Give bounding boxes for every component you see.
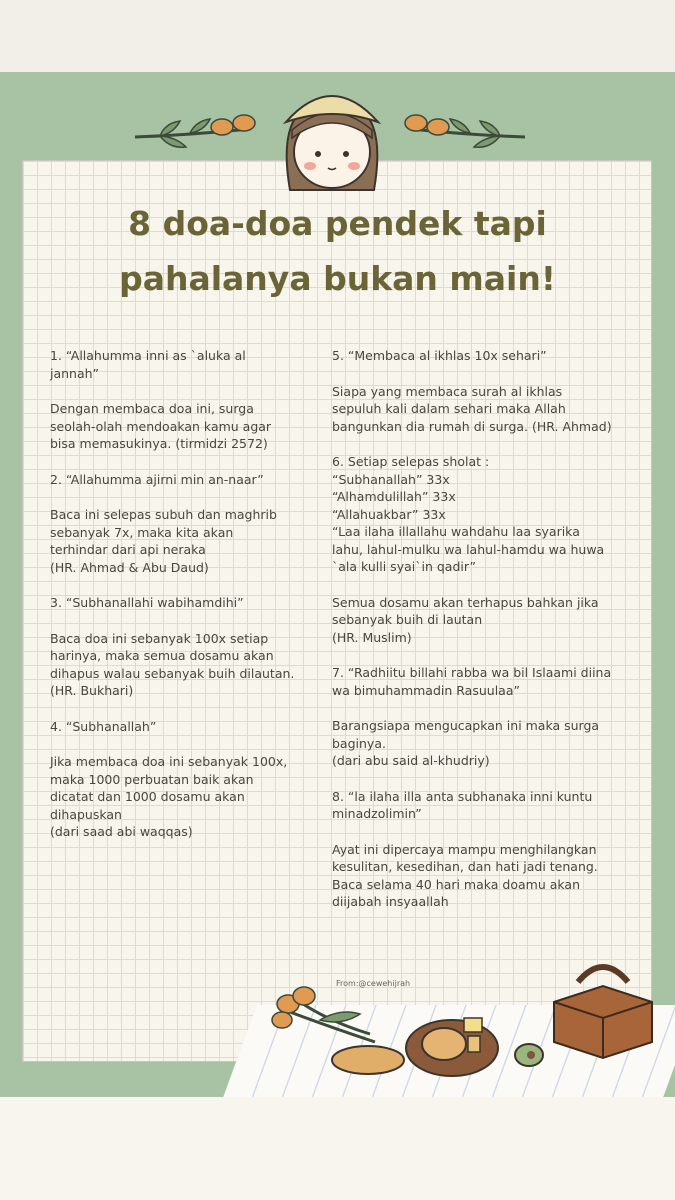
top-margin <box>0 0 675 72</box>
girl-avatar-icon <box>272 72 392 202</box>
doa-7-heading: 7. “Radhiitu billahi rabba wa bil Islaami diina wa bimuhammadin Rasuulaa” <box>332 665 612 698</box>
doa-5-heading: 5. “Membaca al ikhlas 10x sehari” <box>332 348 547 363</box>
title-line-2: pahalanya bukan main! <box>119 259 556 298</box>
doa-6-heading: 6. Setiap selepas sholat : “Subhanallah” 33x “Alhamdulillah” 33x “Allahuakbar” 33x “Laa ilaha illallahu wahdahu laa syarika lahu, lahul-mulku wa lahul-hamdu wa huwa `ala kulli syai`in qadir” <box>332 454 605 574</box>
credit-text: From:@cewehijrah <box>336 979 411 988</box>
doa-8-description: Ayat ini dipercaya mampu menghilangkan kesulitan, kesedihan, dan hati jadi tenang. Baca selama 40 hari maka doamu akan diijabah insyaallah <box>332 841 598 909</box>
doa-4-heading: 4. “Subhanallah” <box>50 718 157 734</box>
doa-6-description: Semua dosamu akan terhapus bahkan jika sebanyak buih di lautan (HR. Muslim) <box>332 594 599 645</box>
picnic-basket-icon <box>548 952 658 1062</box>
doa-7-description: Barangsiapa mengucapkan ini maka surga baginya. (dari abu said al-khudriy) <box>332 718 600 768</box>
doa-2-description: Baca ini selepas subuh dan maghrib sebanyak 7x, maka kita akan terhindar dari api neraka (HR. Ahmad & Abu Daud) <box>50 507 277 575</box>
bread-icon <box>328 1040 408 1080</box>
doa-4-description: Jika membaca doa ini sebanyak 100x, maka 1000 perbuatan baik akan dicatat dan 1000 dosamu akan dihapuskan (dari saad abi waqqas) <box>50 754 288 839</box>
doa-3-heading: 3. “Subhanallahi wabihamdihi” <box>50 595 244 610</box>
tulip-branch-right-icon <box>400 105 530 155</box>
right-column <box>332 347 622 929</box>
left-column <box>50 347 322 859</box>
doa-5-description: Siapa yang membaca surah al ikhlas sepuluh kali dalam sehari maka Allah bangunkan dia rumah di surga. (HR. Ahmad) <box>332 383 612 434</box>
tulip-branch-left-icon <box>130 105 260 155</box>
avocado-icon <box>512 1040 546 1070</box>
doa-8-heading: 8. “la ilaha illa anta subhanaka inni kuntu minadzolimin” <box>332 788 593 821</box>
bottom-margin <box>0 1097 675 1200</box>
doa-1-description: Dengan membaca doa ini, surga seolah-olah mendoakan kamu agar bisa memasukinya. (tirmidzi 2572) <box>50 401 272 451</box>
title-line-1: 8 doa-doa pendek tapi <box>128 204 547 243</box>
doa-2-heading: 2. “Allahumma ajirni min an-naar” <box>50 471 264 487</box>
doa-3-description: Baca doa ini sebanyak 100x setiap harinya, maka semua dosamu akan dihapus walau sebanyak buih dilautan. (HR. Bukhari) <box>50 630 295 698</box>
food-plate-icon <box>402 1010 512 1080</box>
doa-1-heading: 1. “Allahumma inni as `aluka al jannah” <box>50 348 246 381</box>
